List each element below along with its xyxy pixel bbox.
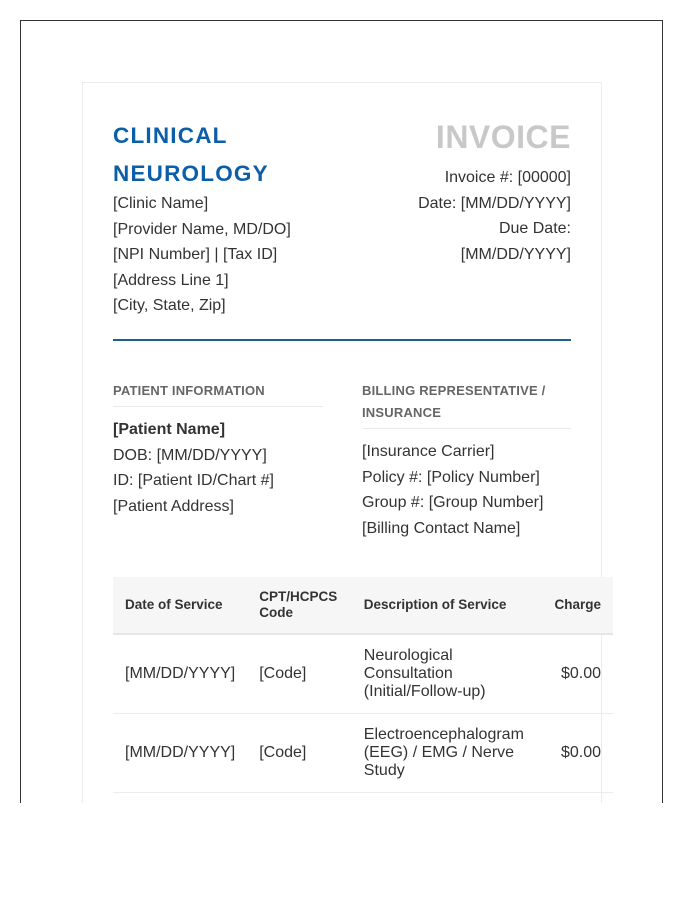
patient-information (113, 380, 323, 519)
billing-label-line2: INSURANCE (362, 405, 442, 420)
billing-label-line1: BILLING REPRESENTATIVE / (362, 383, 546, 398)
due-date-label: Due Date: (498, 220, 571, 237)
invoice-date: Date: [MM/DD/YYYY] (418, 194, 571, 212)
table-row (113, 634, 613, 714)
address-line-1: [Address Line 1] (113, 271, 229, 289)
patient-address: [Patient Address] (113, 497, 234, 515)
patient-id: ID: [Patient ID/Chart #] (113, 472, 274, 489)
table-header-row (113, 577, 613, 634)
city-state-zip: [City, State, Zip] (113, 297, 226, 314)
services-table (113, 577, 613, 793)
document-viewport (20, 20, 663, 803)
header-cpt-line2: Code (259, 605, 293, 620)
npi-tax-id: [NPI Number] | [Tax ID] (113, 246, 278, 263)
header-divider (113, 339, 571, 341)
header-cpt-code (247, 577, 352, 634)
header-cpt-line1: CPT/HCPCS (259, 589, 338, 604)
row-charge: $0.00 (536, 634, 613, 714)
row-description: Electroencephalogram (EEG) / EMG / Nerve Study (352, 714, 536, 793)
invoice-meta (418, 165, 571, 267)
row-code: [Code] (247, 714, 352, 793)
invoice-number: Invoice #: [00000] (444, 169, 571, 186)
billing-section-label (362, 380, 571, 429)
clinic-details (113, 191, 291, 319)
header-date-of-service: Date of Service (113, 577, 247, 634)
policy-number: Policy #: [Policy Number] (362, 468, 540, 486)
due-date-value: [MM/DD/YYYY] (460, 245, 571, 263)
row-date: [MM/DD/YYYY] (113, 714, 247, 793)
invoice-sheet (82, 82, 602, 803)
clinic-title-line1: CLINICAL (113, 123, 228, 148)
insurance-carrier: [Insurance Carrier] (362, 443, 495, 460)
row-date: [MM/DD/YYYY] (113, 634, 247, 714)
clinic-name: [Clinic Name] (113, 195, 209, 212)
header-description: Description of Service (352, 577, 536, 634)
header-charge: Charge (536, 577, 613, 634)
row-charge: $0.00 (536, 714, 613, 793)
provider-name: [Provider Name, MD/DO] (113, 220, 291, 238)
clinic-title (113, 117, 313, 193)
invoice-title: INVOICE (435, 119, 571, 155)
billing-insurance (362, 380, 571, 541)
table-row (113, 714, 613, 793)
row-code: [Code] (247, 634, 352, 714)
patient-dob: DOB: [MM/DD/YYYY] (113, 446, 267, 464)
billing-contact: [Billing Contact Name] (362, 519, 521, 537)
row-description: Neurological Consultation (Initial/Follow-up) (352, 634, 536, 714)
group-number: Group #: [Group Number] (362, 494, 544, 511)
patient-name: [Patient Name] (113, 421, 226, 438)
clinic-title-line2: NEUROLOGY (113, 161, 269, 186)
patient-section-label: PATIENT INFORMATION (113, 380, 323, 407)
